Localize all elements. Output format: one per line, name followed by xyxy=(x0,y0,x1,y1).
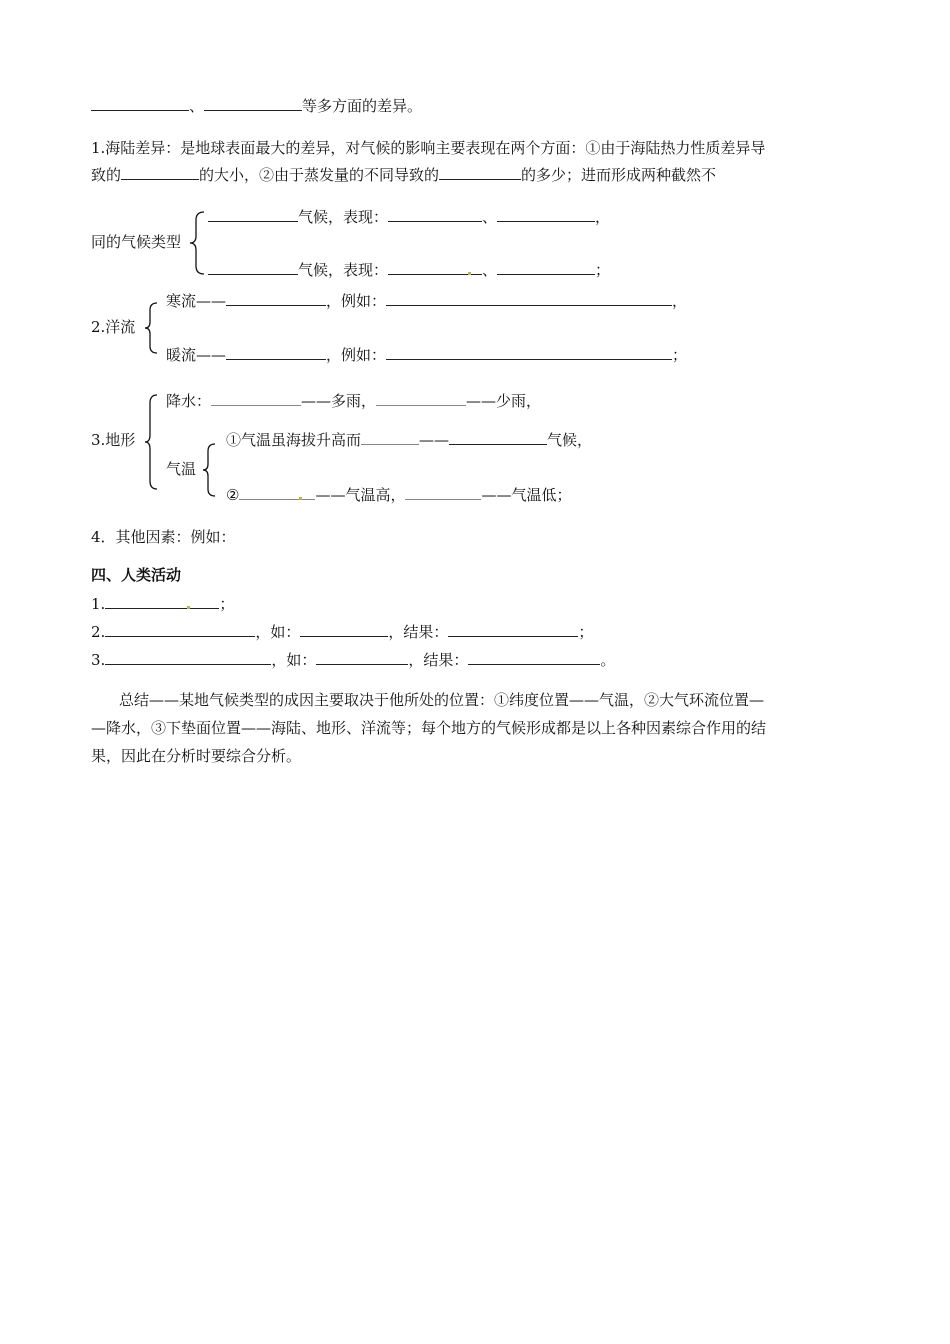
brace-icon xyxy=(143,301,159,355)
summary-line-1: 总结——某地气候类型的成因主要取决于他所处的位置：①纬度位置——气温，②大气环流位置— xyxy=(119,691,765,709)
answer-blank[interactable] xyxy=(439,165,521,180)
section1-line2: 致的 的大小，②由于蒸发量的不同导致的 的多少；进而形成两种截然不 xyxy=(91,166,717,184)
answer-blank[interactable] xyxy=(388,207,482,222)
climate-type-label: 同的气候类型 xyxy=(91,233,182,251)
answer-blank[interactable] xyxy=(105,622,255,637)
answer-blank[interactable] xyxy=(91,96,189,111)
answer-blank[interactable] xyxy=(105,594,219,609)
terrain-label: 3.地形 xyxy=(91,431,136,449)
answer-blank[interactable] xyxy=(386,291,672,306)
temperature-row-1: ①气温虽海拔升高而 —— 气候， xyxy=(226,431,593,449)
ocean-current-label: 2.洋流 xyxy=(91,318,136,336)
climate-type-row-2: 气候，表现： 、 ； xyxy=(208,260,610,280)
top-line: 、 等多方面的差异。 xyxy=(91,96,422,116)
answer-blank[interactable] xyxy=(388,260,482,275)
temperature-row-2: ② ——气温高， ——气温低； xyxy=(226,486,572,504)
answer-blank[interactable] xyxy=(468,650,600,665)
human-item-1: 1. ； xyxy=(91,595,235,613)
answer-blank[interactable] xyxy=(105,650,271,665)
answer-blank[interactable] xyxy=(316,650,408,665)
temperature-label: 气温 xyxy=(166,460,197,478)
section-heading: 四、人类活动 xyxy=(91,566,182,584)
brace-icon xyxy=(201,442,217,498)
summary-line-2: —降水，③下垫面位置——海陆、地形、洋流等；每个地方的气候形成都是以上各种因素综合作用的结 xyxy=(91,719,767,737)
answer-blank[interactable] xyxy=(226,345,326,360)
answer-blank[interactable] xyxy=(208,260,298,275)
other-factors: 4．其他因素：例如： xyxy=(91,528,236,546)
answer-blank[interactable] xyxy=(211,391,301,406)
answer-blank[interactable] xyxy=(386,345,672,360)
answer-blank[interactable] xyxy=(376,391,466,406)
warm-current-row: 暖流—— ，例如： ； xyxy=(166,346,688,364)
climate-type-row-1: 气候，表现： 、 ， xyxy=(208,207,610,227)
answer-blank[interactable] xyxy=(497,207,595,222)
answer-blank[interactable] xyxy=(497,260,595,275)
brace-icon xyxy=(143,393,159,491)
precipitation-row: 降水： ——多雨， ——少雨， xyxy=(166,392,542,410)
cold-current-row: 寒流—— ，例如： ， xyxy=(166,292,688,310)
answer-blank[interactable] xyxy=(449,430,547,445)
answer-blank[interactable] xyxy=(121,165,199,180)
answer-blank[interactable] xyxy=(226,291,326,306)
answer-blank[interactable] xyxy=(239,485,315,500)
answer-blank[interactable] xyxy=(405,485,481,500)
section1-line1: 1.海陆差异：是地球表面最大的差异，对气候的影响主要表现在两个方面：①由于海陆热力性质差异导 xyxy=(91,139,766,157)
brace-icon xyxy=(188,210,206,276)
answer-blank[interactable] xyxy=(300,622,388,637)
answer-blank[interactable] xyxy=(448,622,578,637)
human-item-2: 2. ，如： ，结果： ； xyxy=(91,623,594,641)
answer-blank[interactable] xyxy=(208,207,298,222)
answer-blank[interactable] xyxy=(204,96,302,111)
answer-blank[interactable] xyxy=(361,430,419,445)
human-item-3: 3. ，如： ，结果： 。 xyxy=(91,651,616,669)
summary-line-3: 果，因此在分析时要综合分析。 xyxy=(91,747,302,765)
